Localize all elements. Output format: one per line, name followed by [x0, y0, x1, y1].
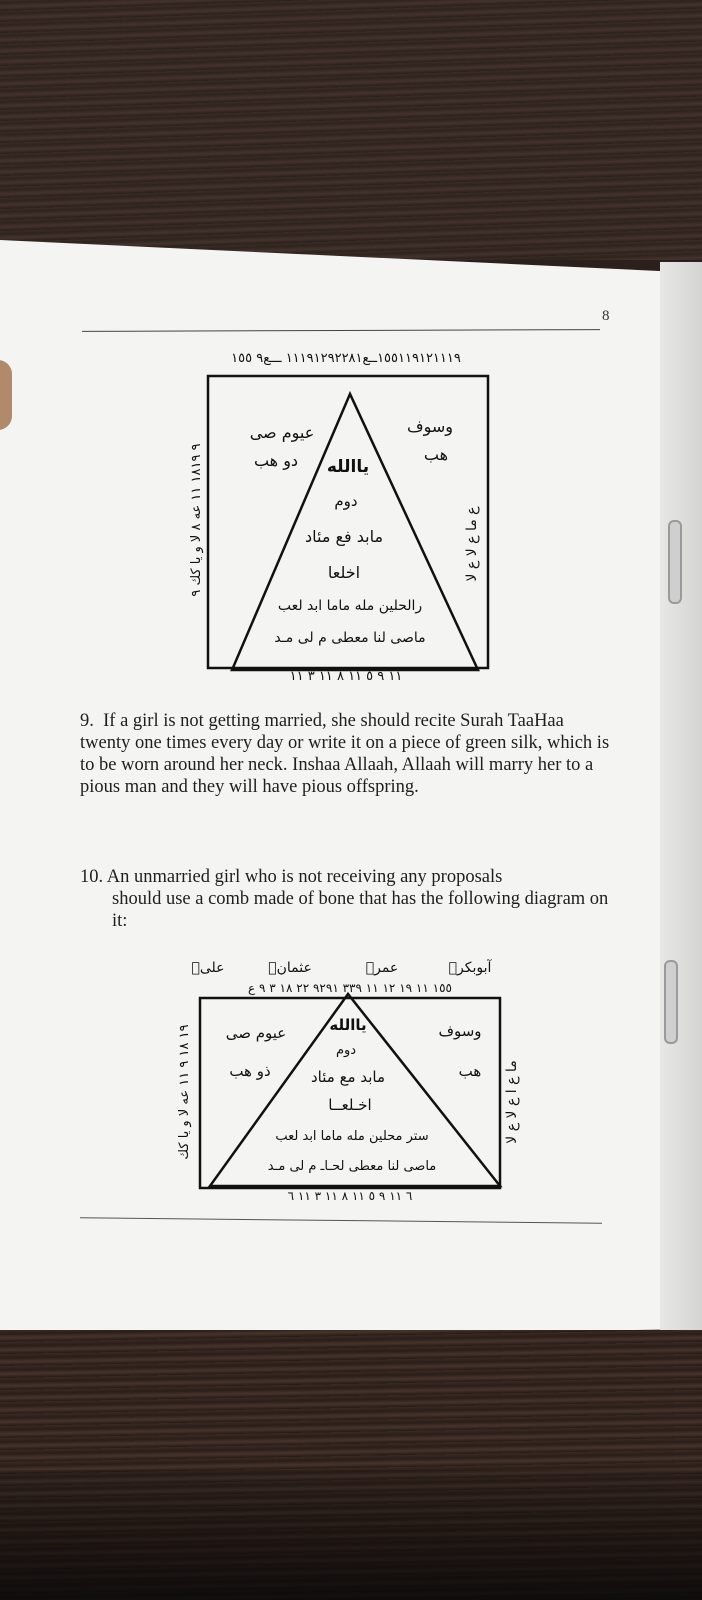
talisman-2-line-3: مابد مع مئاد	[310, 1068, 386, 1086]
talisman-2-svg	[170, 950, 530, 1205]
talisman-2-line-4: اخـلعــا	[328, 1096, 372, 1114]
floor-shadow	[0, 1470, 702, 1600]
talisman-1-line-5: رالحلين مله ماما ابد لعب	[277, 598, 423, 614]
paragraph-9-number: 9.	[80, 711, 94, 731]
talisman-2-line-2: دوم	[335, 1043, 357, 1058]
talisman-2-line-1: ياالله	[329, 1016, 367, 1034]
talisman-1-top-row: ١٥٥١١٩١٢١١١٩ــع١١١٩١٢٩٢٢٨١ ـــع٩ ١٥٥	[231, 351, 461, 366]
paragraph-9-text: If a girl is not getting married, she should recite Surah TaaHaa twenty one times every day or write it on a piece of green silk, which is to be worn around her neck. Inshaa Allaah, Allaah will marry her to a pious man and they will have pious offspring.	[80, 711, 610, 797]
talisman-1-line-6: ماصى لنا معطى م لى مـد	[274, 630, 426, 646]
talisman-diagram-2	[170, 950, 530, 1205]
talisman-1-left-lower: دو هب	[253, 451, 299, 470]
binding-clip	[664, 960, 678, 1044]
talisman-2-line-6: ماصى لنا معطى لحـاـ م لى مـد	[267, 1159, 437, 1174]
binding-clip	[668, 520, 682, 604]
talisman-2-line-5: ستر محلين مله ماما ابد لعب	[275, 1129, 429, 1144]
wooden-table-top	[0, 0, 702, 260]
talisman-1-left-upper: عيوم صى	[249, 423, 315, 442]
page-number: 8	[602, 308, 610, 324]
talisman-1-line-4: اخلعا	[327, 563, 361, 582]
talisman-2-left-column: ١٩ ١٨ ٩ ١١ عه لا و يا كك	[177, 1024, 192, 1160]
talisman-diagram-1	[186, 344, 500, 684]
paragraph-10-first-line: An unmarried girl who is not receiving any proposals	[106, 867, 503, 887]
talisman-2-right-column: ما ع ا ع لا ع لا	[504, 1060, 520, 1144]
talisman-2-top-row: ١٥٥ ١١ ١٩ ١٢ ١١ ٣٣٩ ٩٢٩١ ٢٢ ١٨ ٣ ٩ ع	[248, 981, 452, 995]
paragraph-9	[80, 710, 610, 798]
talisman-1-svg	[186, 344, 500, 684]
talisman-2-name-2: عمرؓ	[365, 960, 399, 976]
talisman-2-right-upper: وسوف	[438, 1022, 482, 1040]
talisman-2-name-1: آبوبكرؓ	[448, 960, 492, 976]
talisman-1-bottom-row: ١١ ٩ ٥ ١١ ٨ ١١ ٣ ١١	[289, 669, 403, 684]
talisman-1-right-lower: هب	[423, 445, 449, 464]
talisman-2-left-upper: عيوم صى	[225, 1024, 287, 1042]
talisman-1-line-1: ياالله	[326, 457, 370, 477]
talisman-1-line-2: دوم	[334, 492, 358, 510]
talisman-1-right-column: ع ما ع لا ع لا	[464, 506, 480, 582]
facing-page-edge	[660, 262, 702, 1332]
talisman-2-left-lower: ذو هب	[229, 1062, 271, 1080]
talisman-2-right-lower: هب	[458, 1062, 482, 1080]
paragraph-10-rest: should use a comb made of bone that has the following diagram on it:	[112, 889, 609, 931]
paragraph-10	[80, 866, 610, 932]
talisman-2-name-3: عثمانؓ	[268, 960, 312, 976]
paragraph-10-number: 10.	[80, 867, 104, 887]
talisman-2-bottom-row: ٦ ١١ ٩ ٥ ١١ ٨ ١١ ٣ ١١ ٦	[287, 1189, 413, 1203]
thumb	[0, 360, 12, 430]
talisman-2-name-4: علیؓ	[191, 960, 225, 976]
talisman-1-left-column: ٩ ١٨١٩ ١١ عه ٨ لا و يا كك ٩	[189, 443, 204, 597]
talisman-1-line-3: مابد فع مئاد	[304, 527, 384, 546]
talisman-1-right-upper: وسوف	[407, 417, 453, 436]
